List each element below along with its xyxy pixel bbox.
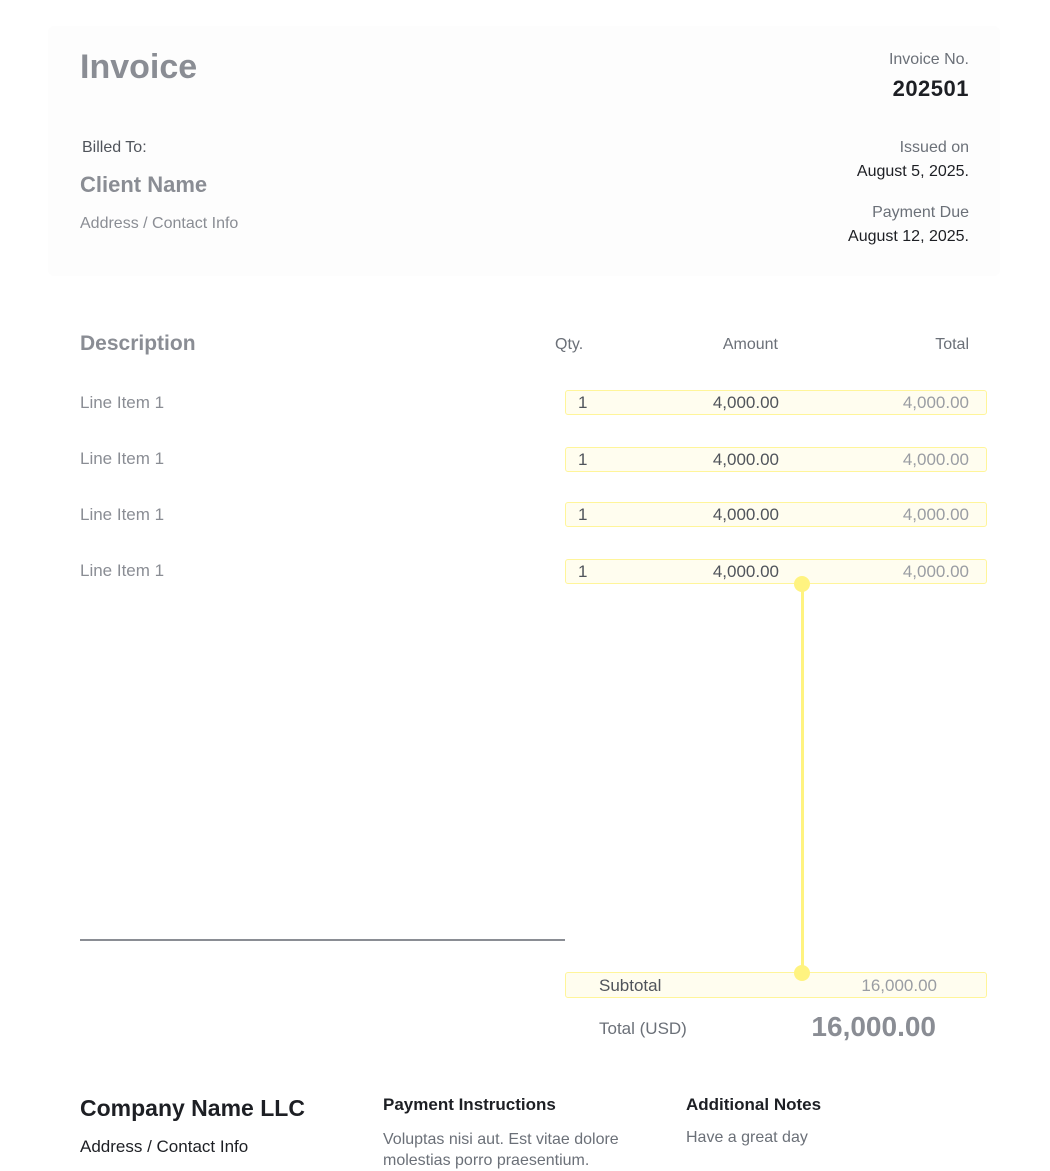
line-item-values[interactable] <box>565 447 987 472</box>
payment-due-date: August 12, 2025. <box>848 228 969 245</box>
line-item-total: 4,000.00 <box>902 393 969 412</box>
line-item-total: 4,000.00 <box>902 562 969 581</box>
table-divider <box>80 939 565 941</box>
additional-notes-title: Additional Notes <box>686 1095 822 1114</box>
connector-end-handle[interactable] <box>794 965 810 981</box>
total-label: Total (USD) <box>599 1019 687 1038</box>
line-item-qty: 1 <box>578 562 588 581</box>
line-item-values[interactable] <box>565 390 987 415</box>
line-item-description: Line Item 1 <box>80 505 165 524</box>
billed-to-label: Billed To: <box>82 139 147 156</box>
company-name: Company Name LLC <box>80 1095 305 1121</box>
issued-date: August 5, 2025. <box>856 163 969 180</box>
column-header-amount: Amount <box>722 336 778 353</box>
line-item-description: Line Item 1 <box>80 561 165 580</box>
subtotal-row[interactable] <box>565 972 987 998</box>
line-item-amount: 4,000.00 <box>712 393 779 412</box>
payment-instructions-title: Payment Instructions <box>383 1095 556 1114</box>
connector-start-handle[interactable] <box>794 576 810 592</box>
invoice-number: 202501 <box>892 76 969 101</box>
line-item-amount: 4,000.00 <box>712 505 779 524</box>
column-header-total: Total <box>935 336 969 353</box>
total-value: 16,000.00 <box>811 1011 936 1042</box>
additional-notes-text: Have a great day <box>686 1129 808 1146</box>
subtotal-label: Subtotal <box>599 976 662 995</box>
client-address: Address / Contact Info <box>80 215 239 232</box>
line-item-qty: 1 <box>578 393 588 412</box>
line-item-amount: 4,000.00 <box>712 562 779 581</box>
line-item-values[interactable] <box>565 502 987 527</box>
line-item-qty: 1 <box>578 505 588 524</box>
line-item-description: Line Item 1 <box>80 393 165 412</box>
line-item-total: 4,000.00 <box>902 450 969 469</box>
payment-due-label: Payment Due <box>872 204 969 221</box>
column-header-qty: Qty. <box>555 336 584 353</box>
line-item-values[interactable] <box>565 559 987 584</box>
line-item-qty: 1 <box>578 450 588 469</box>
line-item-amount: 4,000.00 <box>712 450 779 469</box>
issued-on-label: Issued on <box>899 139 969 156</box>
highlight-connector-line <box>801 584 804 974</box>
invoice-number-label: Invoice No. <box>888 51 969 68</box>
company-address: Address / Contact Info <box>80 1137 249 1156</box>
invoice-title: Invoice <box>80 48 198 86</box>
line-item-description: Line Item 1 <box>80 449 165 468</box>
subtotal-value: 16,000.00 <box>861 976 937 995</box>
payment-instructions-text: Voluptas nisi aut. Est vitae dolore molestias porro praesentium. <box>383 1131 619 1169</box>
line-item-total: 4,000.00 <box>902 505 969 524</box>
column-header-description: Description <box>80 332 196 355</box>
client-name: Client Name <box>80 172 208 197</box>
